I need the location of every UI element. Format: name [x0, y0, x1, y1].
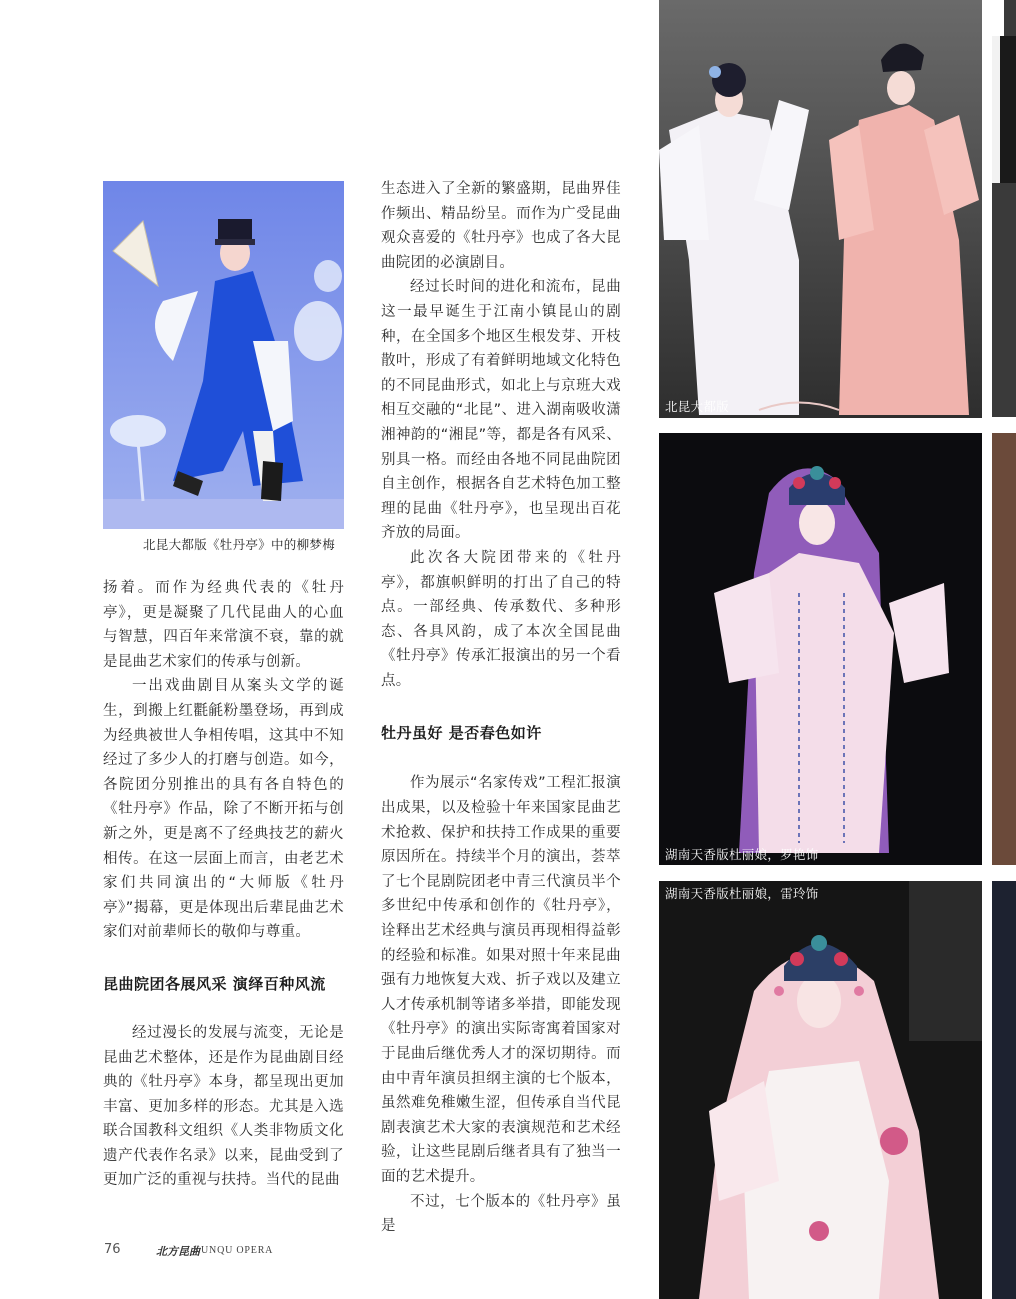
edge-strip-top-light — [992, 36, 1000, 183]
beikun-illustration — [659, 0, 982, 418]
photo-hunan-luo — [659, 433, 982, 865]
caption-beikun: 北昆大都版 — [665, 399, 730, 414]
edge-strip-bottom — [992, 881, 1016, 1299]
photo-hunan-lei — [659, 881, 982, 1299]
left-paragraph-3: 经过漫长的发展与流变，无论是昆曲艺术整体，还是作为昆曲剧目经典的《牡丹亭》本身，都呈现出更加丰富、更加多样的形态。尤其是入选联合国教科文组织《人类非物质文化遗产代表作名录》以来，昆曲受到了更加广泛的重视与扶持。当代的昆曲 — [103, 1024, 344, 1189]
photo-liu-mengmei — [103, 181, 344, 529]
edge-strip-middle — [992, 433, 1016, 865]
page-number: 76 — [104, 1242, 121, 1257]
mid-section-heading: 牡丹虽好 是否春色如许 — [381, 724, 542, 743]
magazine-logo: 北方昆曲 — [156, 1245, 200, 1258]
left-paragraph-2: 一出戏曲剧目从案头文学的诞生，到搬上红氍毹粉墨登场，再到成为经典被世人争相传唱，这其中不知经过了多少人的打磨与创造。如今，各院团分别推出的具有各自特色的《牡丹亭》作品，除了不断开拓与创新之外，更是离不了经典技艺的薪火相传。在这一层面上而言，由老艺术家们共同演出的“大师版《牡丹亭》”揭幕，更是体现出后辈昆曲艺术家们对前辈师长的敬仰与尊重。 — [103, 678, 344, 941]
mid-paragraph-4: 作为展示“名家传戏”工程汇报演出成果，以及检验十年来国家昆曲艺术抢救、保护和扶持工作成果的重要原因所在。持续半个月的演出，荟萃了七个昆剧院团老中青三代演员半个多世纪中传承和创作的《牡丹亭》，诠释出艺术经典与演员再现相得益彰的经验和标准。如果对照十年来昆曲强有力地恢复大戏、折子戏以及建立人才传承机制等诸多举措，即能发现《牡丹亭》的演出实际寄寓着国家对于昆曲后继优秀人才的深切期待。而由中青年演员担纲主演的七个版本，虽然难免稚嫩生涩，但传承自当代昆剧表演艺术大家的表演规范和艺术经验，让这些昆剧后继者具有了独当一面的艺术提升。 — [381, 775, 621, 1185]
photo-beikun — [659, 0, 982, 418]
hunan-lei-illustration — [659, 881, 982, 1299]
mid-paragraph-3: 此次各大院团带来的《牡丹亭》，都旗帜鲜明的打出了自己的特点。一部经典、传承数代、多种形态、各具风韵，成了本次全国昆曲《牡丹亭》传承汇报演出的另一个看点。 — [381, 549, 621, 689]
liu-mengmei-illustration — [103, 181, 344, 529]
mid-paragraph-1: 生态进入了全新的繁盛期，昆曲界佳作频出、精品纷呈。而作为广受昆曲观众喜爱的《牡丹亭》也成了各大昆曲院团的必演剧目。 — [381, 181, 621, 271]
edge-strip-top-white — [992, 0, 1004, 36]
left-section-heading: 昆曲院团各展风采 演绎百种风流 — [103, 974, 326, 993]
magazine-name-en: KUNQU OPERA — [193, 1245, 274, 1256]
left-column — [103, 576, 344, 1193]
hunan-luo-illustration — [659, 433, 982, 865]
left-paragraph-1: 扬着。而作为经典代表的《牡丹亭》，更是凝聚了几代昆曲人的心血与智慧，四百年来常演不衰，靠的就是昆曲艺术家们的传承与创新。 — [103, 580, 344, 670]
middle-column — [381, 177, 621, 1239]
caption-hunan-lei: 湖南天香版杜丽娘，雷玲饰 — [665, 886, 819, 901]
caption-liu-mengmei: 北昆大都版《牡丹亭》中的柳梦梅 — [143, 537, 336, 552]
mid-paragraph-2: 经过长时间的进化和流布，昆曲这一最早诞生于江南小镇昆山的剧种，在全国多个地区生根发芽、开枝散叶，形成了有着鲜明地域文化特色的不同昆曲形式，如北上与京班大戏相互交融的“北昆”、进入湖南吸收潇湘神韵的“湘昆”等，都是各有风采、别具一格。而经由各地不同昆曲院团自主创作，根据各自艺术特色加工整理的昆曲《牡丹亭》，也呈现出百花齐放的局面。 — [381, 279, 621, 542]
mid-paragraph-5: 不过，七个版本的《牡丹亭》虽是 — [381, 1193, 621, 1235]
caption-hunan-luo: 湖南天香版杜丽娘，罗艳饰 — [665, 847, 819, 862]
